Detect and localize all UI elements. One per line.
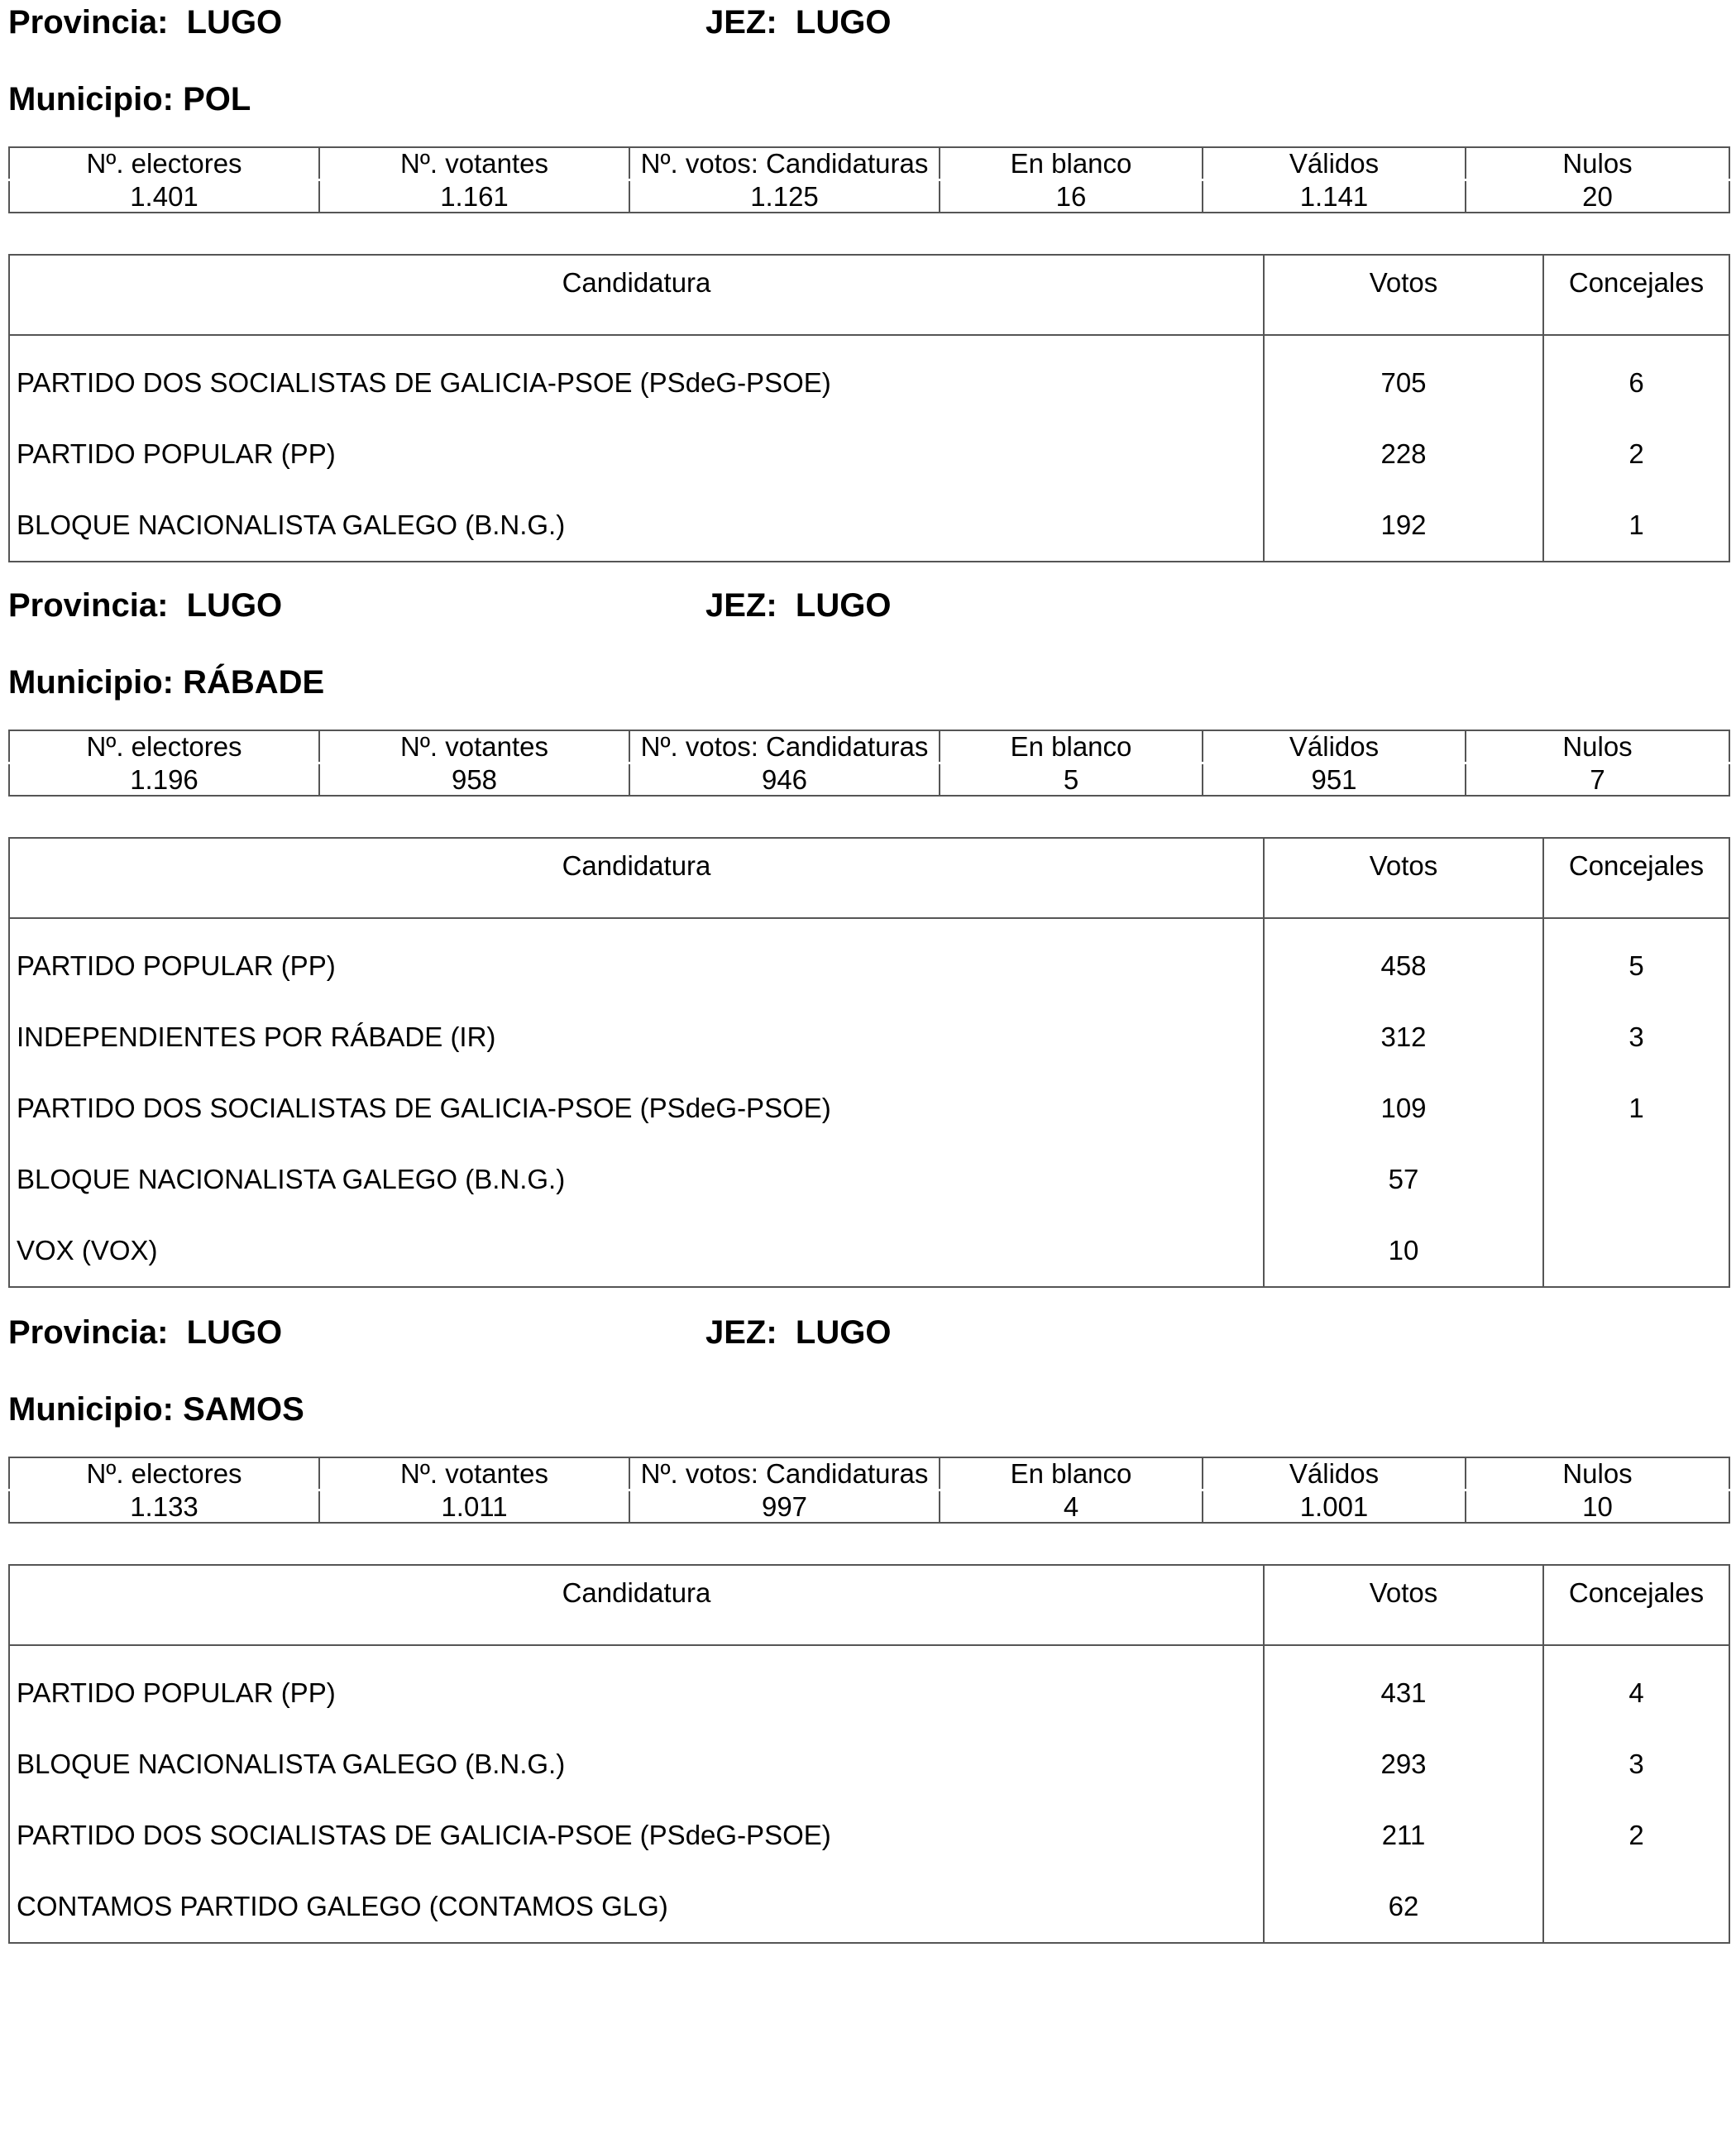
candidatura-votos: 431 [1264, 1645, 1543, 1729]
candidatura-concejales: 3 [1628, 1749, 1644, 1779]
header [8, 4, 1729, 54]
summary-header-row [9, 730, 1729, 763]
candidatura-votos: 57 [1264, 1144, 1543, 1215]
candidatura-concejales [1543, 1215, 1729, 1287]
en-blanco-header: En blanco [940, 147, 1203, 180]
header [8, 587, 1729, 637]
provincia-label: Provincia: LUGO [8, 1314, 283, 1351]
votos-cand-value: 946 [629, 763, 940, 797]
candidatura-header: Candidatura [9, 1565, 1264, 1645]
en-blanco-header: En blanco [940, 730, 1203, 763]
en-blanco-header: En blanco [940, 1457, 1203, 1490]
candidatura-concejales: 1 [1628, 1093, 1644, 1123]
votantes-value: 1.011 [319, 1490, 629, 1524]
candidatura-row [9, 1729, 1729, 1800]
votos-cand-value: 997 [629, 1490, 940, 1524]
nulos-header: Nulos [1466, 1457, 1729, 1490]
candidatura-row [9, 335, 1729, 419]
jez-label: JEZ: LUGO [705, 587, 892, 624]
summary-values-row [9, 1490, 1729, 1524]
candidatura-name: PARTIDO DOS SOCIALISTAS DE GALICIA-PSOE (PSdeG-PSOE) [9, 1800, 1264, 1871]
summary-table [8, 1457, 1730, 1524]
candidatura-row [9, 490, 1729, 562]
votos-header: Votos [1264, 1565, 1543, 1645]
nulos-header: Nulos [1466, 730, 1729, 763]
candidatura-row [9, 918, 1729, 1002]
candidatura-votos: 705 [1264, 335, 1543, 419]
candidatura-votos: 62 [1264, 1871, 1543, 1943]
en-blanco-value: 4 [940, 1490, 1203, 1524]
candidatura-name: PARTIDO POPULAR (PP) [9, 918, 1264, 1002]
candidatura-row [9, 1144, 1729, 1215]
candidatura-votos: 458 [1264, 918, 1543, 1002]
votantes-value: 1.161 [319, 180, 629, 213]
candidatura-row [9, 1073, 1729, 1144]
votos-header: Votos [1264, 255, 1543, 335]
en-blanco-value: 16 [940, 180, 1203, 213]
municipio-block-rabade [8, 587, 1729, 1265]
municipio-block-pol [8, 4, 1729, 540]
candidatura-header: Candidatura [9, 255, 1264, 335]
candidatura-name: BLOQUE NACIONALISTA GALEGO (B.N.G.) [9, 490, 1264, 562]
summary-table [8, 146, 1730, 213]
electores-value: 1.196 [9, 763, 319, 797]
candidatura-row [9, 1871, 1729, 1943]
municipio-title: Municipio: RÁBADE [8, 664, 325, 701]
votos-header: Votos [1264, 838, 1543, 918]
concejales-header: Concejales [1543, 838, 1729, 918]
candidatura-concejales: 2 [1628, 1820, 1644, 1850]
concejales-header: Concejales [1543, 255, 1729, 335]
candidatura-name: PARTIDO DOS SOCIALISTAS DE GALICIA-PSOE (PSdeG-PSOE) [9, 335, 1264, 419]
candidatura-name: BLOQUE NACIONALISTA GALEGO (B.N.G.) [9, 1729, 1264, 1800]
candidatura-votos: 211 [1264, 1800, 1543, 1871]
candidatura-header: Candidatura [9, 838, 1264, 918]
candidatura-name: VOX (VOX) [9, 1215, 1264, 1287]
candidatura-concejales: 3 [1628, 1021, 1644, 1052]
provincia-label: Provincia: LUGO [8, 587, 283, 624]
electores-header: Nº. electores [9, 147, 319, 180]
votos-cand-header: Nº. votos: Candidaturas [629, 1457, 940, 1490]
candidatura-row [9, 1215, 1729, 1287]
candidatura-name: PARTIDO POPULAR (PP) [9, 419, 1264, 490]
candidatura-row [9, 1002, 1729, 1073]
municipio-title: Municipio: SAMOS [8, 1391, 304, 1428]
validos-header: Válidos [1203, 730, 1466, 763]
validos-value: 1.001 [1203, 1490, 1466, 1524]
candidatura-votos: 293 [1264, 1729, 1543, 1800]
candidatura-name: PARTIDO POPULAR (PP) [9, 1645, 1264, 1729]
votos-cand-header: Nº. votos: Candidaturas [629, 147, 940, 180]
candidatura-concejales [1543, 1871, 1729, 1943]
jez-label: JEZ: LUGO [705, 1314, 892, 1351]
summary-header-row [9, 147, 1729, 180]
votantes-header: Nº. votantes [319, 730, 629, 763]
summary-header-row [9, 1457, 1729, 1490]
candidatura-votos: 192 [1264, 490, 1543, 562]
candidatura-name: PARTIDO DOS SOCIALISTAS DE GALICIA-PSOE (PSdeG-PSOE) [9, 1073, 1264, 1144]
candidatura-name: BLOQUE NACIONALISTA GALEGO (B.N.G.) [9, 1144, 1264, 1215]
candidaturas-table [8, 254, 1730, 562]
candidaturas-header-row [9, 1565, 1729, 1645]
candidatura-concejales: 6 [1628, 367, 1644, 398]
candidaturas-table [8, 1564, 1730, 1944]
electores-value: 1.133 [9, 1490, 319, 1524]
summary-values-row [9, 180, 1729, 213]
votos-cand-header: Nº. votos: Candidaturas [629, 730, 940, 763]
candidatura-row [9, 1645, 1729, 1729]
candidatura-concejales: 1 [1628, 510, 1644, 540]
candidatura-concejales: 4 [1628, 1677, 1644, 1708]
candidatura-votos: 312 [1264, 1002, 1543, 1073]
candidatura-concejales [1543, 1144, 1729, 1215]
candidatura-row [9, 419, 1729, 490]
candidaturas-table [8, 837, 1730, 1288]
provincia-label: Provincia: LUGO [8, 4, 283, 41]
concejales-header: Concejales [1543, 1565, 1729, 1645]
en-blanco-value: 5 [940, 763, 1203, 797]
votantes-value: 958 [319, 763, 629, 797]
candidaturas-header-row [9, 255, 1729, 335]
municipio-title: Municipio: POL [8, 81, 251, 117]
summary-values-row [9, 763, 1729, 797]
summary-table [8, 730, 1730, 797]
candidaturas-header-row [9, 838, 1729, 918]
electores-header: Nº. electores [9, 1457, 319, 1490]
validos-value: 1.141 [1203, 180, 1466, 213]
candidatura-votos: 109 [1264, 1073, 1543, 1144]
candidatura-name: INDEPENDIENTES POR RÁBADE (IR) [9, 1002, 1264, 1073]
candidatura-concejales: 2 [1628, 438, 1644, 469]
validos-header: Válidos [1203, 1457, 1466, 1490]
votos-cand-value: 1.125 [629, 180, 940, 213]
candidatura-name: CONTAMOS PARTIDO GALEGO (CONTAMOS GLG) [9, 1871, 1264, 1943]
validos-header: Válidos [1203, 147, 1466, 180]
candidatura-row [9, 1800, 1729, 1871]
municipio-block-samos [8, 1314, 1729, 1921]
candidatura-votos: 10 [1264, 1215, 1543, 1287]
jez-label: JEZ: LUGO [705, 4, 892, 41]
candidatura-votos: 228 [1264, 419, 1543, 490]
candidatura-concejales: 5 [1628, 950, 1644, 981]
votantes-header: Nº. votantes [319, 1457, 629, 1490]
validos-value: 951 [1203, 763, 1466, 797]
nulos-header: Nulos [1466, 147, 1729, 180]
nulos-value: 10 [1466, 1490, 1729, 1524]
header [8, 1314, 1729, 1364]
votantes-header: Nº. votantes [319, 147, 629, 180]
nulos-value: 7 [1466, 763, 1729, 797]
electores-value: 1.401 [9, 180, 319, 213]
nulos-value: 20 [1466, 180, 1729, 213]
electores-header: Nº. electores [9, 730, 319, 763]
